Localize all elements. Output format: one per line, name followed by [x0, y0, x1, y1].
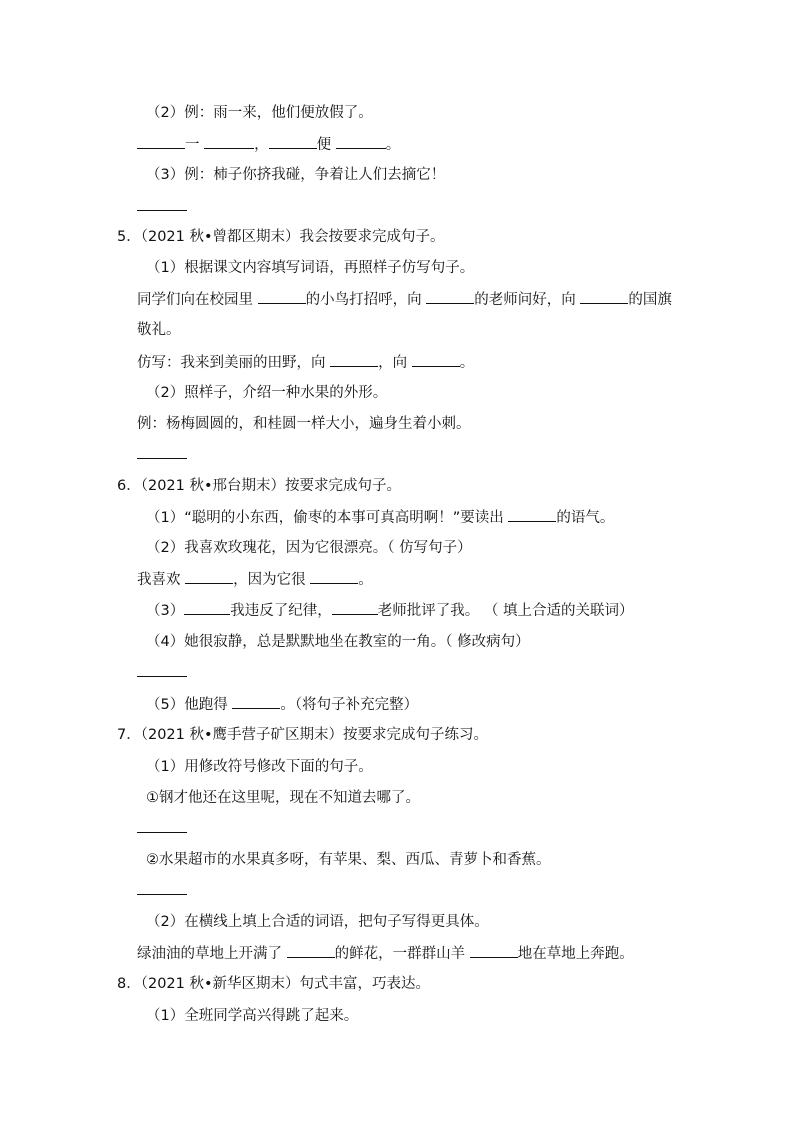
q7-sub1-item1: ①钢才他还在这里呢，现在不知道去哪了。: [146, 790, 420, 806]
answer-line[interactable]: [137, 832, 187, 833]
answer-line[interactable]: [137, 676, 187, 677]
q5-sub2-example: 例：杨梅圆圆的，和桂圆一样大小，遍身生着小刺。: [137, 416, 471, 432]
answer-line[interactable]: [137, 894, 187, 895]
question-5-title: 5．（2021 秋•曾都区期末）我会按要求完成句子。: [117, 229, 445, 245]
answer-blank[interactable]: [232, 694, 280, 709]
answer-blank[interactable]: [580, 289, 628, 304]
q7-sub1: （1）用修改符号修改下面的句子。: [146, 759, 373, 775]
answer-blank[interactable]: [287, 943, 335, 958]
q5-sub1: （1）根据课文内容填写词语，再照样子仿写句子。: [146, 260, 475, 276]
answer-blank[interactable]: [137, 134, 185, 149]
q7-sub1-item2: ②水果超市的水果真多呀，有苹果、梨、西瓜、青萝卜和香蕉。: [146, 852, 551, 868]
q6-sub5: （5）他跑得 。（将句子补充完整）: [146, 694, 418, 715]
answer-blank[interactable]: [330, 352, 378, 367]
q7-sub2: （2）在横线上填上合适的词语，把句子写得更具体。: [146, 914, 489, 930]
q4-sub2-example: （2）例：雨一来，他们便放假了。: [146, 105, 373, 121]
answer-blank[interactable]: [258, 289, 306, 304]
answer-blank[interactable]: [310, 569, 358, 584]
q4-sub2-answer: 一 ， 便 。: [137, 134, 400, 155]
answer-blank[interactable]: [204, 134, 254, 149]
q8-sub1: （1）全班同学高兴得跳了起来。: [146, 1008, 359, 1024]
answer-blank[interactable]: [184, 600, 230, 615]
q5-sub1-imitate: 仿写：我来到美丽的田野，向 ，向 。: [137, 352, 474, 373]
q6-sub2-imitate: 我喜欢 ，因为它很 。: [137, 569, 373, 590]
answer-blank[interactable]: [426, 289, 474, 304]
answer-blank[interactable]: [269, 134, 317, 149]
q4-sub3-example: （3）例：柿子你挤我碰，争着让人们去摘它！: [146, 167, 446, 183]
answer-blank[interactable]: [332, 600, 378, 615]
q5-sub1-sentence-end: 敬礼。: [137, 322, 181, 338]
answer-blank[interactable]: [336, 134, 386, 149]
answer-blank[interactable]: [470, 943, 518, 958]
q6-sub4: （4）她很寂静，总是默默地坐在教室的一角。（ 修改病句）: [146, 634, 530, 650]
q5-sub1-sentence: 同学们向在校园里 的小鸟打招呼，向 的老师问好，向 的国旗: [137, 289, 672, 310]
question-7-title: 7．（2021 秋•鹰手营子矿区期末）按要求完成句子练习。: [117, 727, 489, 743]
question-6-title: 6．（2021 秋•邢台期末）按要求完成句子。: [117, 478, 402, 494]
q6-sub3: （3） 我违反了纪律， 老师批评了我。 （ 填上合适的关联词）: [146, 600, 633, 621]
q5-sub2: （2）照样子，介绍一种水果的外形。: [146, 385, 388, 401]
question-8-title: 8．（2021 秋•新华区期末）句式丰富，巧表达。: [117, 976, 431, 992]
q6-sub2: （2）我喜欢玫瑰花，因为它很漂亮。（ 仿写句子）: [146, 540, 472, 556]
q7-sub2-sentence: 绿油油的草地上开满了 的鲜花，一群群山羊 地在草地上奔跑。: [137, 943, 634, 964]
answer-line[interactable]: [137, 210, 187, 211]
answer-line[interactable]: [137, 458, 187, 459]
answer-blank[interactable]: [508, 507, 556, 522]
answer-blank[interactable]: [185, 569, 233, 584]
answer-blank[interactable]: [412, 352, 460, 367]
q6-sub1: （1）“聪明的小东西，偷枣的本事可真高明啊！”要读出 的语气。: [146, 507, 614, 528]
